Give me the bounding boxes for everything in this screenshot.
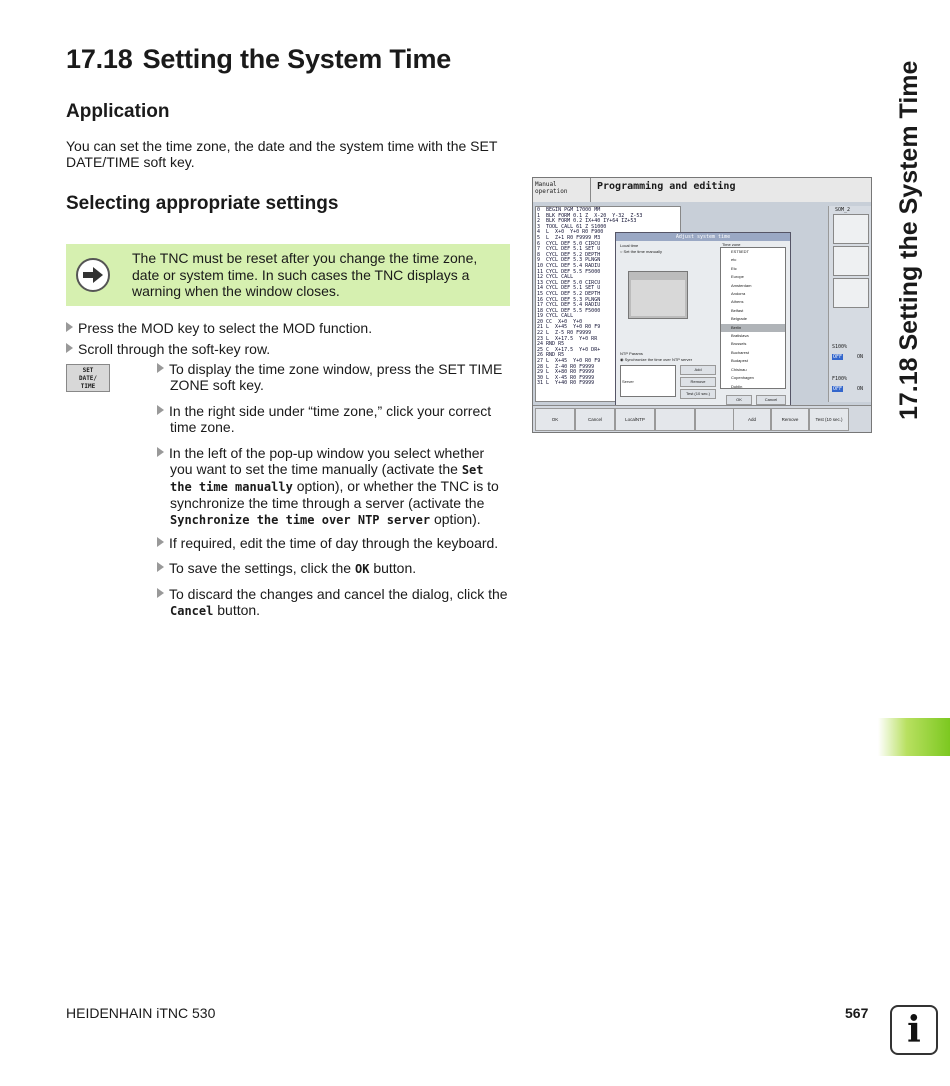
substep-text: button. bbox=[217, 602, 261, 618]
note-line2: date or system time. In such cases the TNC displays a bbox=[132, 266, 470, 283]
substep-text: option). bbox=[433, 511, 481, 527]
m-indicator bbox=[833, 214, 869, 244]
step-arrow-icon bbox=[157, 537, 164, 547]
substep-text: To discard the changes and cancel the dialog, click the bbox=[169, 586, 508, 602]
set-date-time-softkey[interactable] bbox=[66, 364, 110, 392]
step-arrow-icon bbox=[157, 363, 164, 373]
softkey-empty-2[interactable] bbox=[695, 408, 735, 431]
add-button[interactable]: Add bbox=[680, 365, 716, 375]
substep-text: ZONE soft key. bbox=[170, 377, 264, 393]
substep-save bbox=[157, 560, 517, 577]
application-heading: Application bbox=[66, 101, 170, 122]
screen-title: Programming and editing bbox=[591, 178, 871, 202]
step-arrow-icon bbox=[157, 447, 164, 457]
calendar-grid bbox=[631, 280, 685, 316]
softkey-remove[interactable]: Remove bbox=[771, 408, 809, 431]
status-panel bbox=[828, 206, 871, 402]
calendar-widget[interactable] bbox=[628, 271, 688, 319]
tz-item[interactable]: Andorra bbox=[731, 291, 746, 297]
note-line1: The TNC must be reset after you change the time zone, bbox=[132, 250, 478, 266]
step-mod bbox=[66, 320, 372, 336]
remove-button[interactable]: Remove bbox=[680, 377, 716, 387]
substep-text: time zone. bbox=[170, 419, 235, 435]
code-ok: OK bbox=[354, 562, 370, 576]
f100-label: F100% bbox=[832, 376, 848, 382]
f-off-label[interactable]: OFF bbox=[833, 386, 843, 392]
step-arrow-icon bbox=[66, 343, 73, 353]
chapter-tab-marker bbox=[878, 718, 950, 756]
set-manually-radio[interactable]: ○ Set the time manually bbox=[620, 249, 662, 254]
substep-text: you want to set the time manually (activate the bbox=[170, 461, 458, 477]
local-time-label: Local time bbox=[620, 243, 639, 248]
substep-text: option), or whether the TNC is to bbox=[296, 478, 499, 494]
substep-text: To display the time zone window, press the SET TIME bbox=[169, 361, 503, 377]
step-arrow-icon bbox=[157, 562, 164, 572]
section-number: 17.18 bbox=[66, 44, 133, 74]
step-arrow-icon bbox=[66, 322, 73, 332]
code-set: Set bbox=[461, 463, 484, 477]
tz-item[interactable]: Chisinau bbox=[731, 366, 747, 372]
s-indicator bbox=[833, 246, 869, 276]
dialog-cancel-button[interactable]: Cancel bbox=[756, 395, 786, 405]
softkey-add[interactable]: Add bbox=[733, 408, 771, 431]
tz-item[interactable]: Bratislava bbox=[731, 333, 749, 339]
tz-item[interactable]: Amsterdam bbox=[731, 282, 752, 288]
tz-item[interactable]: Etc bbox=[731, 265, 737, 271]
tz-item[interactable]: Belfast bbox=[731, 307, 744, 313]
mode-label-line2: operation bbox=[535, 188, 568, 195]
step-scroll bbox=[66, 341, 270, 357]
tz-item[interactable]: EST5EDT bbox=[731, 249, 750, 254]
tz-item[interactable]: Belgrade bbox=[731, 316, 748, 322]
substep-text: To save the settings, click the bbox=[169, 560, 352, 576]
softkey-line3: TIME bbox=[80, 383, 96, 390]
note-text bbox=[132, 250, 502, 300]
code-set-time-manually: the time manually bbox=[170, 480, 293, 494]
tz-item[interactable]: Dublin bbox=[731, 383, 743, 389]
test-button[interactable]: Test (10 sec.) bbox=[680, 389, 716, 399]
t-indicator bbox=[833, 278, 869, 308]
softkey-line2: DATE/ bbox=[78, 375, 98, 382]
mode-label bbox=[533, 178, 591, 202]
application-text-line1: You can set the time zone, the date and the system time with the SET bbox=[66, 138, 498, 154]
softkey-localntp[interactable]: LocalNTP bbox=[615, 408, 655, 431]
tz-item[interactable]: Bucharest bbox=[731, 349, 750, 355]
softkey-row bbox=[533, 405, 871, 432]
s-off-label[interactable]: OFF bbox=[833, 354, 843, 360]
substep-edit-time bbox=[157, 535, 517, 551]
set-manually-label: Set the time manually bbox=[623, 249, 662, 254]
application-text bbox=[66, 138, 516, 170]
section-title: Setting the System Time bbox=[142, 44, 452, 74]
tz-item[interactable]: Athens bbox=[731, 299, 744, 305]
softkey-ok[interactable]: OK bbox=[535, 408, 575, 431]
tz-item[interactable]: Europe bbox=[731, 274, 744, 280]
tz-item-selected[interactable]: Berlin bbox=[721, 324, 785, 332]
substep-time-zone-window bbox=[157, 361, 512, 393]
tz-item[interactable]: Brussels bbox=[731, 341, 747, 347]
dialog-ok-button[interactable]: OK bbox=[726, 395, 752, 405]
s-on-label[interactable]: ON bbox=[857, 354, 864, 360]
program-listing: 0 BEGIN PGM 17000 MM 1 BLK FORM 0.1 Z X-20 Y-32 Z-53 2 BLK FORM 0.2 IX+40 IY+64 IZ+53 3 TOOL CALL 61 Z S1000 4 L X+0 Y+0 R0 F900 5 L Z+1 R0 F9999 M3 6 CYCL DEF 5.0 CIRCU 7 CYCL DEF 5.1 SET U 8 CYCL DEF 5.2 DEPTH 9 CYCL DEF 5.3 PLNGN 10 CYCL DEF 5.4 RADIU 11 CYCL DEF 5.5 F5000 12 CYCL CALL 13 CYCL DEF 5.0 CIRCU 14 CYCL DEF 5.1 SET U 15 CYCL DEF 5.2 DEPTH 16 CYCL DEF 5.3 PLNGN 17 CYCL DEF 5.4 RADIU 18 CYCL DEF 5.5 F5000 19 CYCL CALL 20 CC X+0 Y+0 21 L X+45 Y+0 R0 F9 22 L Z-5 R0 F9999 23 L X+17.5 Y+0 RR 24 RND R5 25 C X+17.5 Y+0 DR+ 26 RND R5 27 L X+45 Y+0 R0 F9 28 L Z-40 R0 F9999 29 L X+80 R0 F9999 30 L X-45 R0 F9999 31 L Y+40 R0 F9999 bbox=[535, 206, 681, 402]
note-line3: warning when the window closes. bbox=[132, 283, 340, 299]
softkey-test[interactable]: Test (10 sec.) bbox=[809, 408, 849, 431]
code-cancel: Cancel bbox=[170, 604, 214, 618]
settings-heading: Selecting appropriate settings bbox=[66, 193, 339, 214]
substep-select-time-zone bbox=[157, 403, 512, 435]
sync-ntp-label: Synchronize the time over NTP server bbox=[624, 357, 693, 362]
step-text: Press the MOD key to select the MOD function. bbox=[78, 320, 373, 336]
dialog-title: Adjust system time bbox=[616, 233, 790, 241]
step-text: Scroll through the soft-key row. bbox=[78, 341, 271, 357]
substep-text: In the right side under “time zone,” click your correct bbox=[169, 403, 492, 419]
tz-item[interactable]: Copenhagen bbox=[731, 375, 754, 381]
substep-manual-or-ntp bbox=[157, 445, 517, 528]
tz-item[interactable]: Budapest bbox=[731, 358, 748, 364]
som-label: SOM_2 bbox=[835, 207, 851, 213]
arrow-right-icon bbox=[76, 258, 110, 292]
substep-text: In the left of the pop-up window you select whether bbox=[169, 445, 485, 461]
ntp-params-label: NTP Params bbox=[620, 351, 643, 356]
page-title bbox=[66, 44, 451, 75]
f-on-label[interactable]: ON bbox=[857, 386, 864, 392]
info-icon: i bbox=[890, 1005, 938, 1055]
adjust-system-time-dialog bbox=[615, 232, 791, 410]
softkey-empty-1[interactable] bbox=[655, 408, 695, 431]
note-box bbox=[66, 244, 510, 306]
sync-ntp-radio[interactable]: ◉ Synchronize the time over NTP server bbox=[620, 357, 693, 362]
tz-item[interactable]: etc bbox=[731, 257, 737, 263]
substep-text: button. bbox=[373, 560, 417, 576]
server-label: Server bbox=[622, 379, 634, 384]
step-arrow-icon bbox=[157, 405, 164, 415]
footer-manual-name: HEIDENHAIN iTNC 530 bbox=[66, 1005, 216, 1021]
softkey-line1: SET bbox=[82, 367, 94, 374]
substep-cancel bbox=[157, 586, 517, 619]
application-text-line2: DATE/TIME soft key. bbox=[66, 154, 195, 170]
mode-label-line1: Manual bbox=[535, 181, 557, 188]
step-arrow-icon bbox=[157, 588, 164, 598]
time-zone-label: Time zone bbox=[722, 242, 741, 247]
substep-text: synchronize the time through a server (activate the bbox=[170, 495, 485, 511]
substep-text: If required, edit the time of day through the keyboard. bbox=[169, 535, 499, 551]
s100-label: S100% bbox=[832, 344, 848, 350]
vertical-section-title: 17.18 Setting the System Time bbox=[895, 60, 923, 420]
code-synchronize-ntp: Synchronize the time over NTP server bbox=[170, 513, 431, 527]
time-zone-list[interactable] bbox=[720, 247, 786, 389]
softkey-cancel[interactable]: Cancel bbox=[575, 408, 615, 431]
page-number: 567 bbox=[845, 1005, 869, 1021]
control-screenshot bbox=[532, 177, 872, 433]
